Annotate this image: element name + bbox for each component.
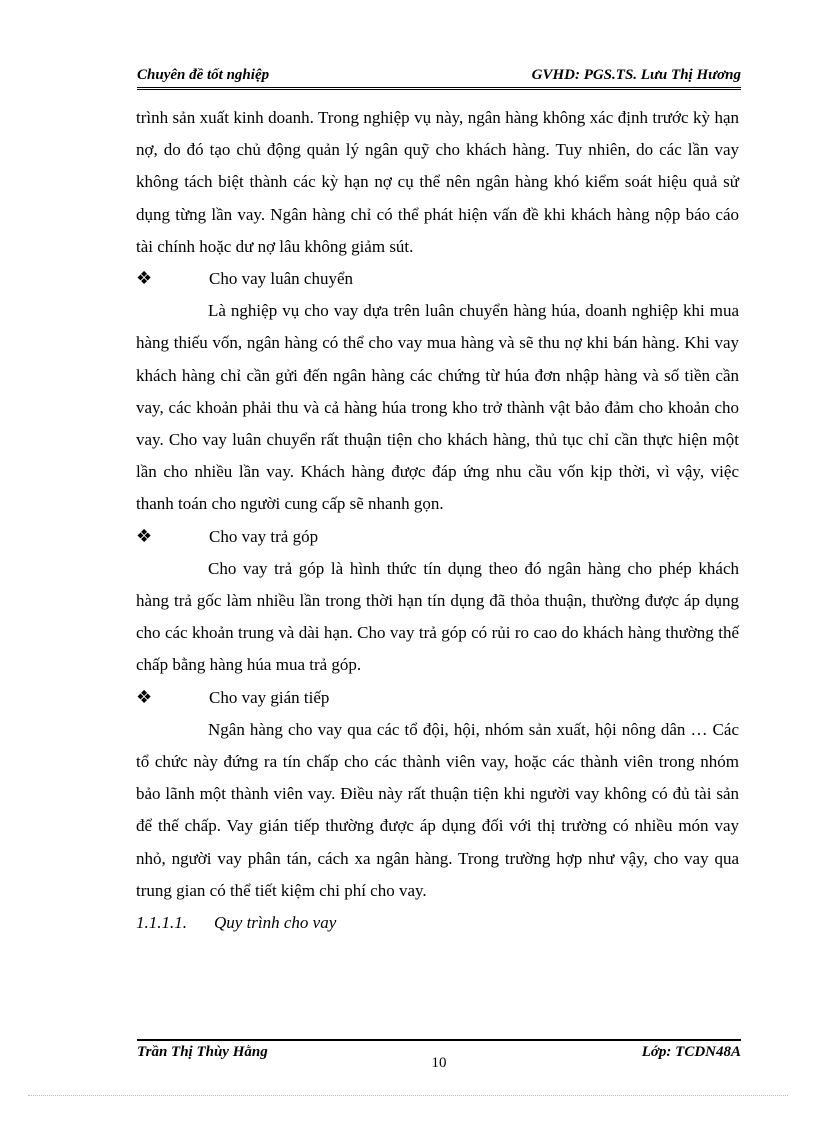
paragraph-1: trình sản xuất kinh doanh. Trong nghiệp vụ này, ngân hàng không xác định trước kỳ hạn nợ, do đó tạo chủ động quản lý ngân quỹ cho khách hàng. Tuy nhiên, do các lần vay không tách biệt thành các kỳ hạn nợ cụ thể nên ngân hàng khó kiểm soát hiệu quả sử dụng từng lần vay. Ngân hàng chỉ có thể phát hiện vấn đề khi khách hàng nộp báo cáo tài chính hoặc dư nợ lâu không giảm sút. bbox=[136, 108, 739, 256]
page-body bbox=[136, 102, 739, 939]
bullet-heading-3 bbox=[136, 682, 739, 714]
bullet-heading-label: Cho vay luân chuyển bbox=[209, 269, 353, 289]
bullet-heading-label: Cho vay trả góp bbox=[209, 526, 319, 546]
section-title: Quy trình cho vay bbox=[214, 913, 337, 933]
page-boundary-divider bbox=[28, 1095, 788, 1096]
page-number: 10 bbox=[431, 1055, 447, 1071]
bullet-heading-1 bbox=[136, 263, 739, 295]
diamond-bullet-icon: ❖ bbox=[136, 525, 153, 547]
section-heading bbox=[136, 907, 739, 939]
section-number: 1.1.1.1. bbox=[136, 913, 187, 933]
header-title: Chuyên đề tốt nghiệp bbox=[137, 67, 270, 83]
footer-author: Trần Thị Thùy Hằng bbox=[137, 1044, 268, 1060]
footer-class: Lớp: TCDN48A bbox=[641, 1044, 741, 1060]
page-header bbox=[137, 66, 741, 90]
diamond-bullet-icon: ❖ bbox=[136, 268, 153, 290]
page-footer bbox=[137, 1039, 741, 1071]
header-advisor: GVHD: PGS.TS. Lưu Thị Hương bbox=[531, 67, 741, 83]
bullet-heading-2 bbox=[136, 521, 739, 553]
paragraph-2: Là nghiệp vụ cho vay dựa trên luân chuyển hàng húa, doanh nghiệp khi mua hàng thiếu vốn, ngân hàng có thể cho vay mua hàng và sẽ thu nợ khi bán hàng. Khi vay khách hàng chỉ cần gửi đến ngân hàng các chứng từ húa đơn nhập hàng và số tiền cần vay, các khoản phải thu và cả hàng húa trong kho trở thành vật bảo đảm cho khoản cho vay. Cho vay luân chuyển rất thuận tiện cho khách hàng, thủ tục chỉ cần thực hiện một lần cho nhiều lần vay. Khách hàng được đáp ứng nhu cầu vốn kịp thời, vì vậy, việc thanh toán cho người cung cấp sẽ nhanh gọn. bbox=[136, 301, 739, 514]
paragraph-3: Cho vay trả góp là hình thức tín dụng theo đó ngân hàng cho phép khách hàng trả gốc làm nhiều lần trong thời hạn tín dụng đã thỏa thuận, thường được áp dụng cho các khoản trung và dài hạn. Cho vay trả góp có rủi ro cao do khách hàng thường thế chấp bằng hàng húa mua trả góp. bbox=[136, 558, 739, 675]
diamond-bullet-icon: ❖ bbox=[136, 686, 153, 708]
paragraph-4: Ngân hàng cho vay qua các tổ đội, hội, nhóm sản xuất, hội nông dân … Các tổ chức này đứng ra tín chấp cho các thành viên vay, hoặc các thành viên trong nhóm bảo lãnh một thành viên vay. Điều này rất thuận tiện khi người vay không có đủ tài sản để thế chấp. Vay gián tiếp thường được áp dụng đối với thị trường có nhiều món vay nhỏ, người vay phân tán, cách xa ngân hàng. Trong trường hợp như vậy, cho vay qua trung gian có thể tiết kiệm chi phí cho vay. bbox=[136, 719, 739, 900]
bullet-heading-label: Cho vay gián tiếp bbox=[209, 687, 330, 707]
